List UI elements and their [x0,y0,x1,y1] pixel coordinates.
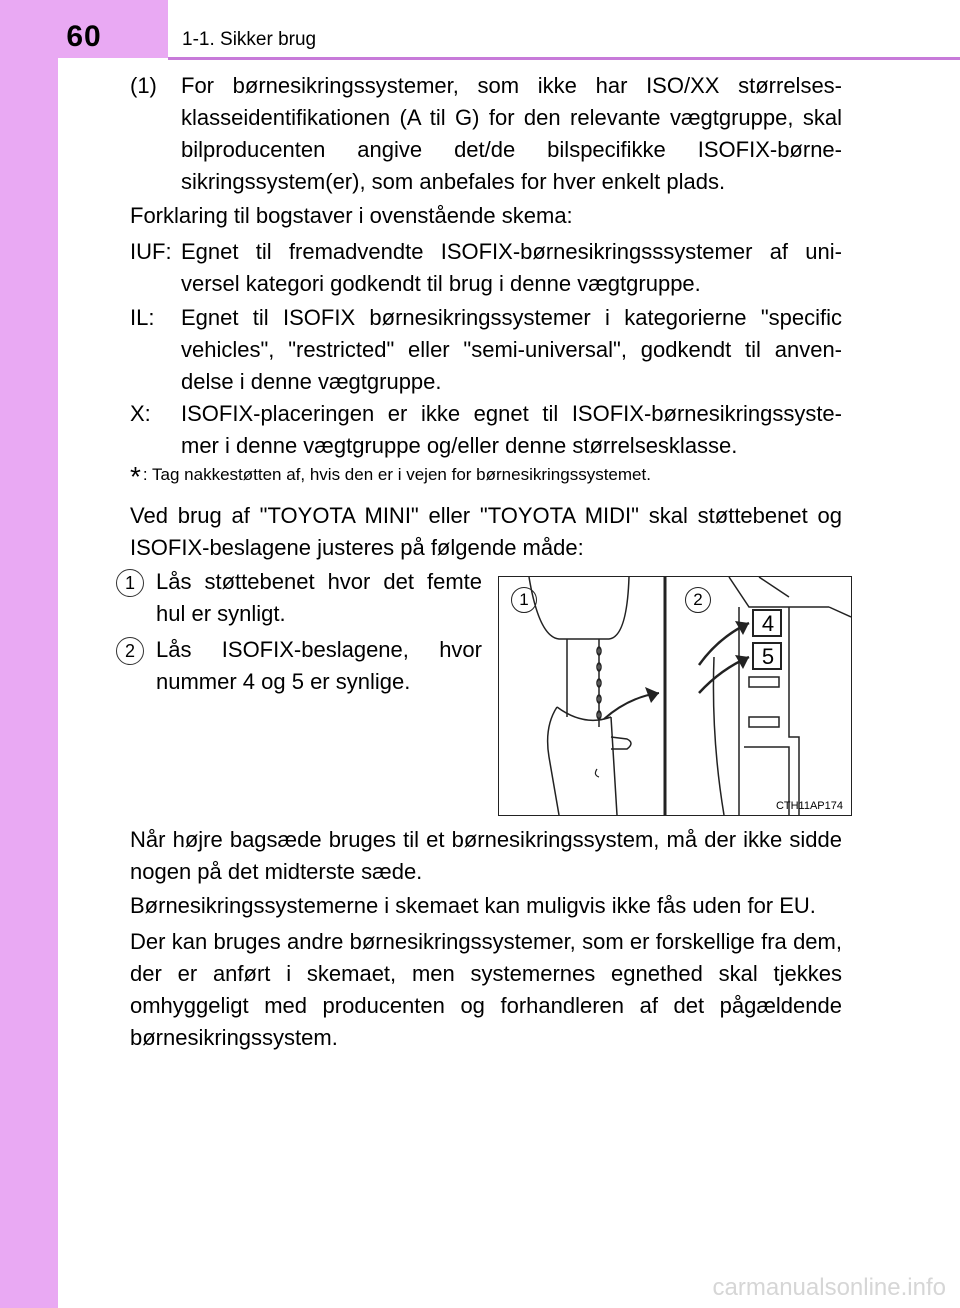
paragraph-eu: Børnesikringssystemerne i skemaet kan muligvis ikke fås uden for EU. [130,893,816,918]
figure-callout-1: 1 [511,587,537,613]
figure-callout-2: 2 [685,587,711,613]
toyota-intro: Ved brug af "TOYOTA MINI" eller "TOYOTA MIDI" skal støttebenet og ISOFIX-beslagene justeres på følgende måde: [130,503,842,560]
note-item-text: For børnesikringssystemer, som ikke har ISO/XX størrelses-klasseidentifikationen (A til G) for den relevante vægtgruppe, skal bilproducenten angive det/de bilspecifikke ISOFIX-børne-sikringssystem(er), som anbefales for hver enkelt plads. [181,73,842,194]
figure-label-4: 4 [761,611,775,636]
isofix-illustration [498,576,852,816]
step-text: Lås støttebenet hvor det femte hul er synligt. [156,569,482,626]
legend-item-iuf [130,236,842,300]
left-sidebar-band [0,0,58,1308]
step-number: 1 [116,569,144,597]
note-item-1 [130,70,842,198]
step-2 [116,634,482,698]
footnote-marker: * [130,461,141,492]
legend-item-il [130,302,842,398]
step-number: 2 [116,637,144,665]
legend-label: X: [130,401,151,426]
legend-item-x [130,398,842,462]
legend-label: IUF: [130,239,172,264]
paragraph-right-seat: Når højre bagsæde bruges til et børnesikringssystem, må der ikke sidde nogen på det midterste sæde. [130,827,842,884]
paragraph-other-systems: Der kan bruges andre børnesikringssystemer, som er forskellige fra dem, der er anført i skemaet, men systemernes egnethed skal tjekkes omhyggeligt med producenten og forhandleren af det pågældende børnesikringssystem. [130,929,842,1050]
legend-text: ISOFIX-placeringen er ikke egnet til ISOFIX-børnesikringssyste-mer i denne vægtgruppe og/eller denne størrelsesklasse. [181,401,842,458]
section-title: 1-1. Sikker brug [182,29,317,50]
step-text: Lås ISOFIX-beslagene, hvor nummer 4 og 5 er synlige. [156,637,482,694]
step-1 [116,566,482,630]
header-divider [168,57,960,60]
legend-text: Egnet til ISOFIX børnesikringssystemer i kategorierne "specific vehicles", "restricted" eller "semi-universal", godkendt til anven-delse i denne vægtgruppe. [181,305,842,394]
legend-intro: Forklaring til bogstaver i ovenstående skema: [130,203,573,228]
legend-text: Egnet til fremadvendte ISOFIX-børnesikringsssystemer af uni-versel kategori godkendt til brug i denne vægtgruppe. [181,239,842,296]
figure-label-5: 5 [761,644,775,669]
note-item-label: (1) [130,73,157,98]
figure-caption: CTH11AP174 [775,800,843,812]
isofix-illustration-drawing [499,577,851,815]
watermark: carmanualsonline.info [712,1274,946,1301]
legend-label: IL: [130,305,155,330]
footnote-text: : Tag nakkestøtten af, hvis den er i vejen for børnesikringssystemet. [142,465,651,484]
footnote [130,461,651,492]
page-number: 60 [66,20,102,53]
